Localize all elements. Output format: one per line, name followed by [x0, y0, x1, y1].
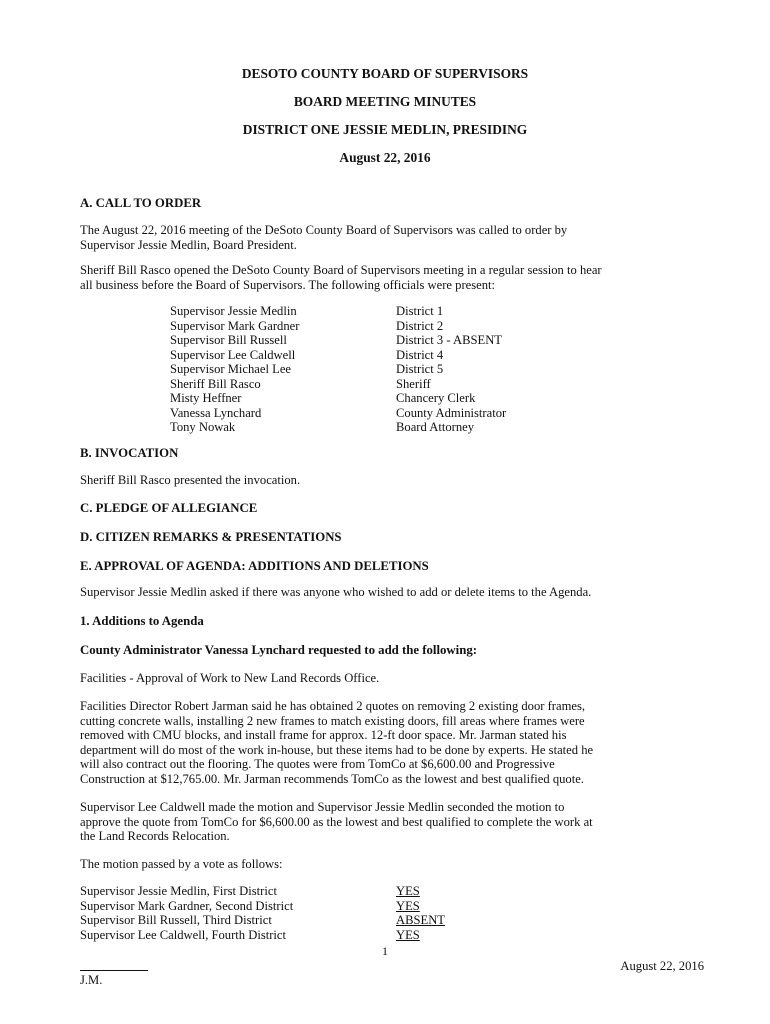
- text-line: approve the quote from TomCo for $6,600.00 as the lowest and best qualified to complete the work at: [80, 814, 593, 829]
- official-name: Supervisor Jessie Medlin: [170, 304, 297, 318]
- page-number: 1: [382, 944, 388, 958]
- official-name: Supervisor Mark Gardner: [170, 318, 300, 333]
- official-role: Board Attorney: [396, 420, 474, 434]
- presiding-line: DISTRICT ONE JESSIE MEDLIN, PRESIDING: [242, 122, 528, 137]
- official-row: [170, 420, 550, 435]
- official-row: [170, 406, 550, 421]
- vote-row: [80, 899, 500, 914]
- vote-row: [80, 884, 500, 899]
- vote-row: [80, 913, 500, 928]
- vote-row: [80, 928, 500, 943]
- text-line: Supervisor Jessie Medlin asked if there was anyone who wished to add or delete items to the Agenda.: [80, 585, 592, 599]
- text-line: Supervisor Lee Caldwell made the motion and Supervisor Jessie Medlin seconded the motion to: [80, 800, 565, 814]
- official-role: District 2: [396, 318, 444, 333]
- official-row: [170, 304, 550, 319]
- official-role: District 4: [396, 347, 444, 362]
- footer-initials: J.M.: [80, 973, 103, 987]
- text-line: the Land Records Relocation.: [80, 829, 230, 843]
- text-line: Construction at $12,765.00. Mr. Jarman recommends TomCo as the lowest and best qualified quote.: [80, 771, 584, 786]
- official-role: Chancery Clerk: [396, 391, 476, 405]
- official-row: [170, 362, 550, 377]
- text-line: Facilities - Approval of Work to New Land Records Office.: [80, 671, 380, 685]
- agenda-item: [80, 671, 700, 686]
- call-to-order-paragraph: [80, 223, 700, 252]
- official-row: [170, 377, 550, 392]
- official-role: Sheriff: [396, 376, 431, 391]
- meeting-date: August 22, 2016: [339, 150, 431, 165]
- official-role: County Administrator: [396, 405, 507, 420]
- vote-intro: [80, 857, 700, 872]
- text-line: cutting concrete walls, installing 2 new frames to match existing doors, fill areas where frames were: [80, 713, 585, 728]
- vote-value: YES: [396, 884, 420, 898]
- official-row: [170, 319, 550, 334]
- official-name: Supervisor Lee Caldwell: [170, 347, 296, 362]
- voter-name: Supervisor Bill Russell, Third District: [80, 913, 272, 927]
- official-name: Misty Heffner: [170, 391, 242, 405]
- text-line: Supervisor Jessie Medlin, Board President.: [80, 237, 297, 252]
- officials-present-list: [170, 304, 550, 435]
- initials-line: [80, 970, 148, 971]
- official-role: District 5: [396, 362, 444, 376]
- document-subtitle: BOARD MEETING MINUTES: [293, 94, 477, 109]
- footer-date: August 22, 2016: [620, 959, 704, 973]
- invocation-paragraph: [80, 473, 700, 488]
- text-line: department will do most of the work in-house, but these items had to be done by experts. He stated he: [80, 742, 594, 757]
- text-line: Sheriff Bill Rasco opened the DeSoto County Board of Supervisors meeting in a regular session to hear: [80, 263, 602, 277]
- motion-paragraph: [80, 800, 700, 844]
- section-heading-approval-of-agenda: E. APPROVAL OF AGENDA: ADDITIONS AND DELETIONS: [80, 559, 429, 573]
- official-name: Supervisor Bill Russell: [170, 333, 287, 347]
- official-role: District 1: [396, 304, 444, 318]
- agenda-paragraph: [80, 585, 700, 600]
- official-role: District 3 - ABSENT: [396, 333, 502, 347]
- vote-value: YES: [396, 898, 420, 913]
- section-heading-invocation: B. INVOCATION: [80, 446, 179, 460]
- text-line: The motion passed by a vote as follows:: [80, 857, 283, 871]
- official-row: [170, 391, 550, 406]
- section-heading-call-to-order: A. CALL TO ORDER: [80, 196, 202, 210]
- official-name: Vanessa Lynchard: [170, 405, 262, 420]
- official-row: [170, 348, 550, 363]
- section-heading-citizen-remarks: D. CITIZEN REMARKS & PRESENTATIONS: [80, 530, 342, 544]
- text-line: will also contract out the flooring. The quotes were from TomCo at $6,600.00 and Progressive: [80, 757, 555, 771]
- voter-name: Supervisor Mark Gardner, Second District: [80, 898, 294, 913]
- vote-value: YES: [396, 927, 420, 942]
- voter-name: Supervisor Lee Caldwell, Fourth District: [80, 927, 287, 942]
- facilities-paragraph: [80, 699, 700, 786]
- subheading-request: County Administrator Vanessa Lynchard requested to add the following:: [80, 643, 477, 657]
- voter-name: Supervisor Jessie Medlin, First District: [80, 884, 277, 898]
- vote-value: ABSENT: [396, 913, 445, 927]
- document-title: DESOTO COUNTY BOARD OF SUPERVISORS: [241, 66, 529, 81]
- text-line: Facilities Director Robert Jarman said he has obtained 2 quotes on removing 2 existing door frames,: [80, 699, 586, 713]
- official-name: Sheriff Bill Rasco: [170, 376, 261, 391]
- text-line: Sheriff Bill Rasco presented the invocation.: [80, 473, 301, 487]
- vote-list: [80, 884, 500, 942]
- official-row: [170, 333, 550, 348]
- text-line: removed with CMU blocks, and install frame for approx. 12-ft door space. Mr. Jarman stated his: [80, 728, 567, 742]
- opening-paragraph: [80, 263, 700, 292]
- official-name: Tony Nowak: [170, 420, 236, 434]
- text-line: all business before the Board of Supervisors. The following officials were present:: [80, 277, 496, 292]
- subheading-additions: 1. Additions to Agenda: [80, 614, 204, 628]
- section-heading-pledge: C. PLEDGE OF ALLEGIANCE: [80, 501, 258, 515]
- official-name: Supervisor Michael Lee: [170, 362, 291, 376]
- text-line: The August 22, 2016 meeting of the DeSoto County Board of Supervisors was called to order by: [80, 223, 568, 237]
